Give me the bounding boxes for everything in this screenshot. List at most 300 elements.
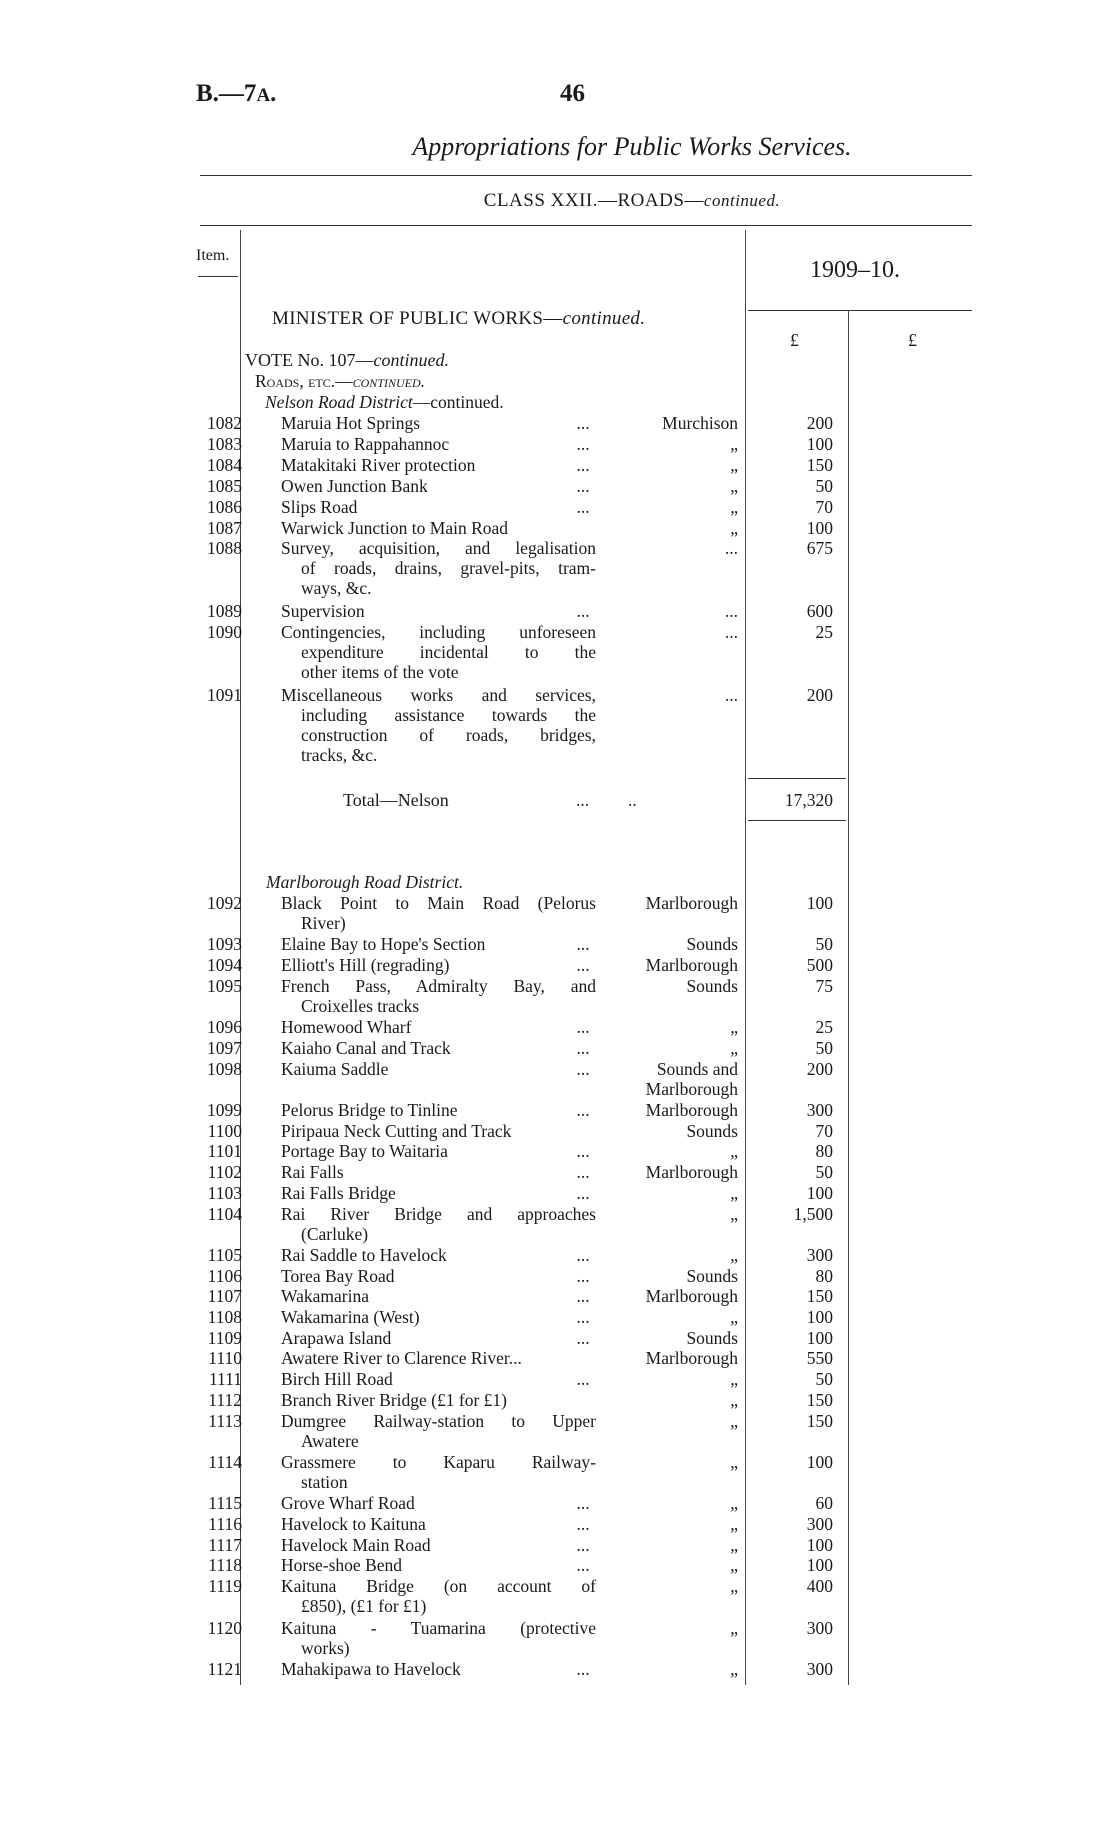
description-line: construction of roads, bridges, [301,724,596,745]
district-line: „ [730,1555,738,1576]
electoral-district [610,1121,738,1141]
column-rule [848,310,849,1685]
item-number: 1086 [207,496,242,517]
leader-dots: ... [576,1265,590,1286]
electoral-district [610,538,738,558]
electoral-district [610,1245,738,1265]
item-amount: 300 [806,1658,833,1679]
item-number: 1110 [208,1348,242,1369]
district-line: Marlborough [645,1286,738,1307]
item-amount: 70 [815,496,833,517]
class-title: CLASS XXII.—ROADS—continued. [483,190,781,211]
item-description [281,1328,596,1348]
description-line: Maruia Hot Springs [281,413,421,433]
electoral-district [610,1535,738,1555]
leader-dots: ... [576,1141,590,1162]
item-amount: 300 [806,1100,833,1120]
item-header-rule [198,276,238,277]
description-line: Black Point to Main Road (Pelorus [281,893,596,913]
electoral-district [610,476,738,496]
electoral-district [610,1307,738,1327]
description-line: Mahakipawa to Havelock [281,1658,461,1679]
district-line: „ [730,517,738,538]
item-amount: 80 [815,1141,833,1162]
total-rule-top [748,778,846,779]
total-leader-dots: .. [628,790,637,810]
leader-dots: ... [576,1307,590,1327]
description-line: Horse-shoe Bend [281,1555,403,1576]
item-amount: 200 [806,413,833,433]
item-description [281,1307,596,1327]
item-amount: 80 [815,1265,833,1286]
item-number: 1091 [207,684,242,705]
item-amount: 100 [806,1182,833,1203]
item-number: 1115 [208,1493,242,1514]
district-line: „ [730,1576,738,1597]
district-line: Marlborough [645,1162,738,1183]
description-line: Homewood Wharf [281,1017,412,1038]
district-line: „ [730,1017,738,1038]
description-line: Kaituna Bridge (on account of [281,1576,596,1597]
district-line: „ [730,1203,738,1224]
description-line: (Carluke) [301,1223,369,1244]
item-number: 1120 [207,1617,242,1638]
leader-dots: ... [576,1100,590,1120]
item-amount: 25 [815,1017,833,1038]
total-leader-dots: ... [576,790,590,810]
description-line: Grove Wharf Road [281,1493,415,1514]
leader-dots: ... [576,1658,590,1679]
electoral-district [610,1369,738,1389]
description-line: including assistance towards the [301,704,596,725]
description-line: Slips Road [281,496,358,517]
item-amount: 200 [806,1058,833,1079]
item-description [281,1576,596,1616]
district-line: Marlborough [645,1078,738,1099]
item-description [281,1286,596,1306]
district-line: „ [730,1410,738,1431]
district-line: ... [724,684,738,705]
item-amount: 150 [806,454,833,475]
description-line: expenditure incidental to the [301,642,596,662]
item-description [281,1121,596,1141]
electoral-district [610,1162,738,1182]
item-number: 1104 [207,1203,242,1224]
item-number: 1118 [208,1555,242,1576]
item-description [281,518,596,538]
leader-dots: ... [576,1244,590,1265]
class-rule [200,225,972,226]
item-number: 1089 [207,601,242,622]
description-line: Pelorus Bridge to Tinline [281,1100,458,1120]
district-line: „ [730,1244,738,1265]
item-amount: 500 [806,955,833,976]
district-line: „ [730,433,738,454]
item-description [281,413,596,433]
item-amount: 150 [806,1389,833,1410]
item-description [281,1618,596,1658]
leader-dots: ... [576,934,590,955]
electoral-district [610,1348,738,1368]
district-line: „ [730,1369,738,1390]
title-rule [200,175,972,176]
description-line: Wakamarina (West) [281,1307,420,1327]
district-line: Sounds [686,1327,738,1348]
electoral-district [610,1059,738,1099]
item-description [281,1017,596,1037]
item-number: 1085 [207,475,242,496]
electoral-district [610,1100,738,1120]
description-line: Elliott's Hill (regrading) [281,955,450,976]
description-line: Supervision [281,601,365,622]
leader-dots: ... [576,1555,590,1576]
description-line: works) [301,1637,350,1658]
item-number: 1109 [207,1327,242,1348]
description-line: Grassmere to Kaparu Railway- [281,1451,596,1472]
item-description [281,1245,596,1265]
item-number: 1090 [207,622,242,642]
item-description [281,685,596,765]
description-line: £850), (£1 for £1) [301,1596,427,1617]
item-number: 1084 [207,454,242,475]
description-line: Branch River Bridge (£1 for £1) [281,1389,507,1410]
description-line: ways, &c. [301,578,372,599]
leader-dots: ... [576,1493,590,1514]
electoral-district [610,1411,738,1431]
leader-dots: ... [576,1286,590,1307]
electoral-district [610,497,738,517]
item-description [281,601,596,621]
page-number: 46 [560,80,585,107]
item-description [281,1141,596,1161]
district-line: ... [724,538,738,559]
electoral-district [610,1576,738,1596]
district-line: „ [730,454,738,475]
item-description [281,476,596,496]
district-line: Sounds [686,934,738,955]
item-amount: 50 [815,934,833,955]
item-amount: 60 [815,1493,833,1514]
district-line: „ [730,1658,738,1679]
leader-dots: ... [576,1369,590,1390]
document-reference: B.—7A. [196,80,277,107]
item-description [281,934,596,954]
item-column-header: Item. [196,247,230,264]
vote-heading: VOTE No. 107—continued. [245,350,449,370]
item-amount: 50 [815,1162,833,1183]
leader-dots: ... [576,1037,590,1058]
item-number: 1107 [207,1286,242,1307]
item-description [281,1204,596,1244]
district-line: „ [730,1389,738,1410]
electoral-district [610,955,738,975]
leader-dots: ... [576,496,590,517]
electoral-district [610,1266,738,1286]
district-line: Sounds [686,975,738,996]
item-description [281,1348,596,1368]
item-amount: 100 [806,1307,833,1327]
description-line: French Pass, Admiralty Bay, and [281,975,596,996]
district-line: Marlborough [645,1348,738,1369]
nelson-total-amount: 17,320 [784,790,833,810]
item-amount: 100 [806,433,833,454]
leader-dots: ... [576,1182,590,1203]
description-line: Rai Saddle to Havelock [281,1244,447,1265]
description-line: Portage Bay to Waitaria [281,1141,448,1162]
item-amount: 600 [806,601,833,622]
item-amount: 200 [806,684,833,705]
item-description [281,1369,596,1389]
item-description [281,1493,596,1513]
district-line: Marlborough [645,955,738,976]
nelson-total-label: Total—Nelson [343,790,449,810]
leader-dots: ... [576,1534,590,1555]
year-column-header: 1909–10. [810,257,900,283]
district-line: „ [730,1534,738,1555]
item-description [281,1100,596,1120]
electoral-district [610,934,738,954]
electoral-district [610,1493,738,1513]
item-amount: 100 [806,1555,833,1576]
item-amount: 100 [806,1327,833,1348]
description-line: Piripaua Neck Cutting and Track [281,1120,512,1141]
item-description [281,1038,596,1058]
description-line: tracks, &c. [301,744,378,765]
electoral-district [610,601,738,621]
leader-dots: ... [576,1327,590,1348]
description-line: Survey, acquisition, and legalisation [281,538,596,559]
description-line: station [301,1471,348,1492]
leader-dots: ... [576,433,590,454]
description-line: Croixelles tracks [301,995,420,1016]
leader-dots: ... [576,454,590,475]
district-line: „ [730,1037,738,1058]
item-number: 1082 [207,413,242,433]
description-line: Arapawa Island [281,1327,392,1348]
item-description [281,1183,596,1203]
item-description [281,1162,596,1182]
column-rule [745,230,746,1685]
item-amount: 100 [806,1534,833,1555]
item-number: 1112 [208,1389,242,1410]
item-number: 1087 [207,517,242,538]
district-line: „ [730,1307,738,1327]
electoral-district [610,1555,738,1575]
leader-dots: ... [576,955,590,976]
electoral-district [610,1204,738,1224]
district-line: ... [724,601,738,622]
item-amount: 675 [806,538,833,559]
item-description [281,622,596,682]
electoral-district [610,893,738,913]
description-line: River) [301,913,346,933]
description-line: Owen Junction Bank [281,475,428,496]
electoral-district [610,1038,738,1058]
item-number: 1116 [208,1514,242,1534]
description-line: Kaituna - Tuamarina (protective [281,1617,596,1638]
district-line: Sounds [686,1120,738,1141]
item-description [281,1411,596,1451]
total-rule-bottom [748,820,846,821]
item-description [281,455,596,475]
item-amount: 300 [806,1514,833,1534]
district-line: „ [730,1182,738,1203]
item-number: 1088 [207,538,242,559]
leader-dots: ... [576,1162,590,1183]
district-line: „ [730,1141,738,1162]
item-amount: 400 [806,1576,833,1597]
item-description [281,1535,596,1555]
district-line: Sounds and [656,1058,738,1079]
item-description [281,538,596,598]
item-number: 1102 [207,1162,242,1183]
district-line: Murchison [662,413,738,433]
district-line: „ [730,1493,738,1514]
leader-dots: ... [576,413,590,433]
leader-dots: ... [576,1017,590,1038]
description-line: Warwick Junction to Main Road [281,517,509,538]
electoral-district [610,1141,738,1161]
item-number: 1108 [207,1307,242,1327]
electoral-district [610,1618,738,1638]
description-line: Kaiuma Saddle [281,1058,389,1079]
description-line: Awatere River to Clarence River... [281,1348,522,1369]
item-number: 1119 [208,1576,242,1597]
description-line: Matakitaki River protection [281,454,476,475]
item-number: 1097 [207,1037,242,1058]
item-description [281,1059,596,1079]
electoral-district [610,455,738,475]
electoral-district [610,518,738,538]
description-line: Rai Falls Bridge [281,1182,396,1203]
pound-column-header: £ [790,330,799,350]
item-description [281,1659,596,1679]
item-amount: 300 [806,1617,833,1638]
pound-column-header: £ [908,330,917,350]
district-line: ... [724,622,738,642]
description-line: Wakamarina [281,1286,369,1307]
item-number: 1092 [207,893,242,913]
item-amount: 70 [815,1120,833,1141]
electoral-district [610,685,738,705]
description-line: Awatere [301,1430,359,1451]
electoral-district [610,1183,738,1203]
description-line: Rai River Bridge and approaches [281,1203,596,1224]
item-description [281,1266,596,1286]
description-line: Havelock to Kaituna [281,1514,426,1534]
district-line: „ [730,496,738,517]
item-number: 1096 [207,1017,242,1038]
item-description [281,1452,596,1492]
electoral-district [610,1514,738,1534]
district-line: „ [730,1617,738,1638]
page-title: Appropriations for Public Works Services. [412,132,852,161]
electoral-district [610,1659,738,1679]
item-description [281,497,596,517]
item-number: 1083 [207,433,242,454]
description-line: Havelock Main Road [281,1534,431,1555]
description-line: Kaiaho Canal and Track [281,1037,451,1058]
nelson-district-heading: Nelson Road District—continued. [265,392,504,412]
district-line: Sounds [686,1265,738,1286]
electoral-district [610,1017,738,1037]
item-amount: 100 [806,1451,833,1472]
description-line: Maruia to Rappahannoc [281,433,450,454]
item-number: 1121 [207,1658,242,1679]
item-description [281,1514,596,1534]
item-amount: 300 [806,1244,833,1265]
electoral-district [610,1286,738,1306]
electoral-district [610,976,738,996]
description-line: Dumgree Railway-station to Upper [281,1410,596,1431]
description-line: Birch Hill Road [281,1369,393,1390]
district-line: Marlborough [645,893,738,913]
item-amount: 50 [815,475,833,496]
item-description [281,893,596,933]
description-line: Miscellaneous works and services, [281,684,596,705]
item-amount: 50 [815,1369,833,1390]
item-description [281,955,596,975]
description-line: other items of the vote [301,662,459,682]
item-number: 1106 [207,1265,242,1286]
leader-dots: ... [576,475,590,496]
district-line: „ [730,1451,738,1472]
item-number: 1095 [207,975,242,996]
item-amount: 25 [815,622,833,642]
leader-dots: ... [576,1514,590,1534]
electoral-district [610,413,738,433]
description-line: Contingencies, including unforeseen [281,622,596,642]
item-amount: 1,500 [793,1203,833,1224]
description-line: Elaine Bay to Hope's Section [281,934,486,955]
district-line: „ [730,475,738,496]
item-number: 1103 [207,1182,242,1203]
roads-heading: Roads, etc.—continued. [255,371,426,391]
item-number: 1117 [208,1534,242,1555]
item-description [281,1390,596,1410]
item-number: 1099 [207,1100,242,1120]
electoral-district [610,1452,738,1472]
marlborough-district-heading: Marlborough Road District. [266,872,464,892]
district-line: „ [730,1514,738,1534]
description-line: of roads, drains, gravel-pits, tram- [301,558,596,579]
item-number: 1105 [207,1244,242,1265]
item-description [281,434,596,454]
item-description [281,1555,596,1575]
item-amount: 150 [806,1286,833,1307]
item-amount: 100 [806,517,833,538]
electoral-district [610,1390,738,1410]
electoral-district [610,622,738,642]
year-header-rule [748,310,972,311]
item-number: 1093 [207,934,242,955]
item-number: 1100 [207,1120,242,1141]
item-amount: 550 [806,1348,833,1369]
item-number: 1111 [208,1369,242,1390]
item-number: 1098 [207,1058,242,1079]
item-number: 1101 [207,1141,242,1162]
leader-dots: ... [576,601,590,622]
item-amount: 150 [806,1410,833,1431]
leader-dots: ... [576,1058,590,1079]
district-line: Marlborough [645,1100,738,1120]
ministry-heading: MINISTER OF PUBLIC WORKS—continued. [272,308,646,329]
electoral-district [610,1328,738,1348]
item-number: 1094 [207,955,242,976]
item-description [281,976,596,1016]
item-amount: 75 [815,975,833,996]
item-amount: 50 [815,1037,833,1058]
